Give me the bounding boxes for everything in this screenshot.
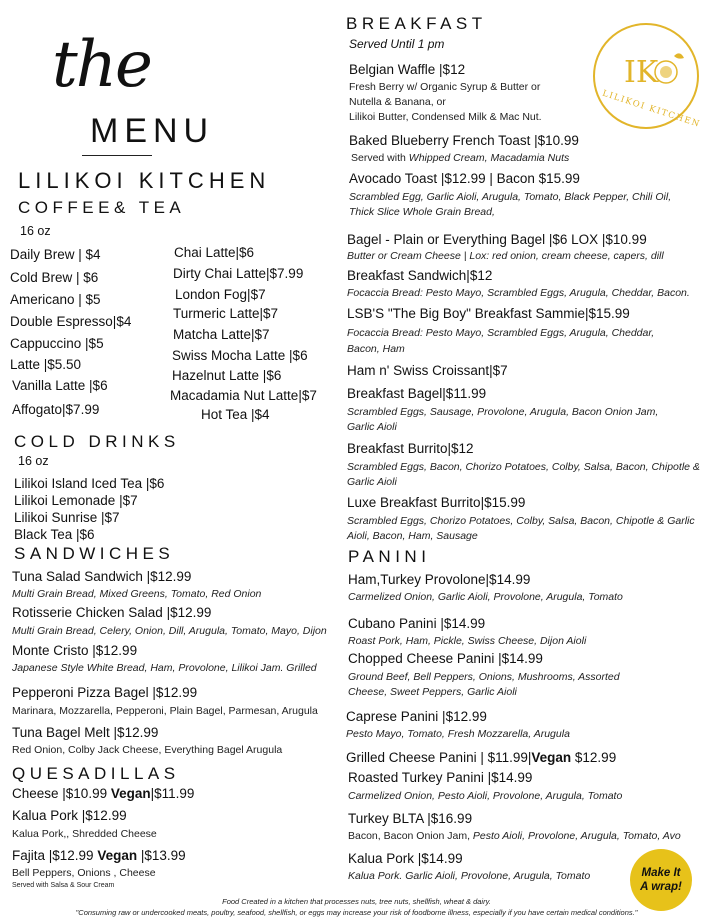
sandwiches-heading: SANDWICHES — [14, 544, 175, 563]
sandwich-desc: Multi Grain Bread, Mixed Greens, Tomato, Red Onion — [12, 588, 262, 600]
panini-grilled-cheese — [346, 750, 616, 765]
coffee-item: Daily Brew | $4 — [10, 247, 101, 262]
wrap-badge-line2: A wrap! — [640, 881, 682, 893]
tea-item: Matcha Latte|$7 — [173, 327, 270, 342]
grilled-cheese-price: Grilled Cheese Panini | $11.99| — [346, 750, 532, 765]
cold-drink-item: Lilikoi Island Iced Tea |$6 — [14, 476, 165, 491]
tea-item: Hot Tea |$4 — [201, 407, 270, 422]
blta-desc-a: Bacon, Bacon Onion Jam, — [348, 830, 473, 842]
breakfast-item-desc: Lilikoi Butter, Condensed Milk & Mac Nut. — [349, 111, 542, 123]
sandwich-name: Tuna Bagel Melt |$12.99 — [12, 725, 159, 740]
tea-item: Turmeric Latte|$7 — [173, 306, 279, 321]
cold-drinks-heading: COLD DRINKS — [14, 432, 180, 451]
quesadillas-heading: QUESADILLAS — [12, 764, 180, 783]
coffee-item: Cold Brew | $6 — [10, 270, 99, 285]
coffee-item: Cappuccino |$5 — [10, 336, 104, 351]
quesadilla-note: Served with Salsa & Sour Cream — [12, 882, 115, 889]
panini-desc — [348, 830, 681, 842]
tea-item: Macadamia Nut Latte|$7 — [170, 388, 317, 403]
panini-desc: Pesto Mayo, Tomato, Fresh Mozzarella, Arugula — [346, 728, 570, 740]
sandwich-desc: Japanese Style White Bread, Ham, Provolone, Lilikoi Jam. Grilled — [12, 662, 317, 674]
panini-name: Kalua Pork |$14.99 — [348, 851, 463, 866]
cold-drink-item: Lilikoi Lemonade |$7 — [14, 493, 138, 508]
quesadilla-name: Kalua Pork |$12.99 — [12, 808, 127, 823]
breakfast-item-name: Baked Blueberry French Toast |$10.99 — [349, 133, 579, 148]
logo-arc-text: LILIKOI KITCHEN — [600, 88, 702, 130]
breakfast-item-name: Ham n' Swiss Croissant|$7 — [347, 363, 508, 378]
wrap-badge-line1: Make It — [641, 867, 681, 879]
breakfast-item-desc: Scrambled Eggs, Sausage, Provolone, Arugula, Bacon Onion Jam, Garlic Aioli — [347, 406, 659, 433]
brand-name: LILIKOI KITCHEN — [18, 168, 271, 193]
panini-name: Ham,Turkey Provolone|$14.99 — [348, 572, 531, 587]
footer-consumer-advisory: "Consuming raw or undercooked meats, poultry, seafood, shellfish, or eggs may increase your risk of foodborne illness, especially if you have certain medical conditions." — [75, 908, 638, 917]
vegan-label: Vegan — [97, 848, 138, 863]
quesadilla-desc: Bell Peppers, Onions , Cheese — [12, 867, 156, 879]
breakfast-item-desc: Scrambled Eggs, Bacon, Chorizo Potatoes, Colby, Salsa, Bacon, Chipotle & Garlic Aioli — [347, 461, 700, 488]
breakfast-item-name: Breakfast Bagel|$11.99 — [347, 386, 487, 401]
script-title: the — [52, 28, 151, 102]
sandwich-name: Tuna Salad Sandwich |$12.99 — [12, 569, 192, 584]
grilled-cheese-vegan-price: $12.99 — [571, 750, 617, 765]
sandwich-name: Rotisserie Chicken Salad |$12.99 — [12, 605, 212, 620]
cold-drink-item: Lilikoi Sunrise |$7 — [14, 510, 120, 525]
tea-item: London Fog|$7 — [175, 287, 266, 302]
coffee-item: Affogato|$7.99 — [12, 402, 100, 417]
breakfast-item-desc — [351, 152, 569, 164]
sandwich-desc: Marinara, Mozzarella, Pepperoni, Plain Bagel, Parmesan, Arugula — [12, 705, 318, 717]
coffee-item: Latte |$5.50 — [10, 357, 82, 372]
quesadilla-fajita-price: Fajita |$12.99 — [12, 848, 98, 863]
panini-desc: Ground Beef, Bell Peppers, Onions, Mushrooms, Assorted Cheese, Sweet Peppers, Garlic Aioli — [348, 671, 620, 698]
breakfast-heading: BREAKFAST — [346, 14, 487, 33]
sandwich-name: Monte Cristo |$12.99 — [12, 643, 138, 658]
breakfast-item-name: Breakfast Sandwich|$12 — [347, 268, 493, 283]
breakfast-item-desc: Butter or Cream Cheese | Lox: red onion, cream cheese, capers, dill — [347, 250, 664, 262]
french-toast-desc-a: Served with — [351, 152, 409, 164]
panini-name: Roasted Turkey Panini |$14.99 — [348, 770, 533, 785]
quesadilla-cheese — [12, 786, 194, 801]
panini-heading: PANINI — [348, 547, 431, 566]
vegan-label: Vegan — [110, 786, 151, 801]
footer-allergen-note: Food Created in a kitchen that processes nuts, tree nuts, shellfish, wheat & dairy. — [222, 897, 491, 906]
panini-name: Cubano Panini |$14.99 — [348, 616, 486, 631]
tea-item: Chai Latte|$6 — [174, 245, 255, 260]
quesadilla-cheese-price: Cheese |$10.99 — [12, 786, 111, 801]
breakfast-item-name: Belgian Waffle |$12 — [349, 62, 466, 77]
quesadilla-fajita-vegan-price: |$13.99 — [137, 848, 186, 863]
menu-title: MENU — [90, 112, 215, 150]
tea-item: Swiss Mocha Latte |$6 — [172, 348, 308, 363]
panini-name: Turkey BLTA |$16.99 — [348, 811, 473, 826]
tea-item: Hazelnut Latte |$6 — [172, 368, 282, 383]
coffee-heading: COFFEE& TEA — [18, 198, 186, 217]
sandwich-desc: Multi Grain Bread, Celery, Onion, Dill, Arugula, Tomato, Mayo, Dijon — [12, 625, 327, 637]
tea-item: Dirty Chai Latte|$7.99 — [173, 266, 304, 281]
blta-desc-b: Pesto Aioli, Provolone, Arugula, Tomato, Avo — [472, 830, 681, 842]
breakfast-item-desc: Focaccia Bread: Pesto Mayo, Scrambled Eggs, Arugula, Cheddar, Bacon, Ham — [347, 327, 655, 355]
sandwich-desc: Red Onion, Colby Jack Cheese, Everything Bagel Arugula — [12, 744, 283, 756]
quesadilla-cheese-vegan-price: |$11.99 — [150, 786, 195, 801]
breakfast-item-desc: Fresh Berry w/ Organic Syrup & Butter or — [349, 81, 541, 93]
vegan-label: Vegan — [531, 750, 572, 765]
quesadilla-fajita — [12, 848, 186, 863]
panini-desc: Roast Pork, Ham, Pickle, Swiss Cheese, Dijon Aioli — [348, 635, 587, 647]
cold-drinks-size: 16 oz — [18, 454, 49, 468]
coffee-item: Vanilla Latte |$6 — [12, 378, 108, 393]
title-underline — [82, 155, 152, 156]
breakfast-item-desc: Nutella & Banana, or — [349, 96, 446, 108]
coffee-item: Double Espresso|$4 — [10, 314, 132, 329]
panini-name: Chopped Cheese Panini |$14.99 — [348, 651, 543, 666]
coffee-size: 16 oz — [20, 224, 51, 238]
quesadilla-desc: Kalua Pork,, Shredded Cheese — [12, 828, 157, 840]
breakfast-item-desc: Focaccia Bread: Pesto Mayo, Scrambled Eggs, Arugula, Cheddar, Bacon. — [347, 287, 690, 299]
french-toast-desc-b: Whipped Cream, Macadamia Nuts — [408, 152, 570, 164]
cold-drink-item: Black Tea |$6 — [14, 527, 95, 542]
panini-name: Caprese Panini |$12.99 — [346, 709, 487, 724]
breakfast-item-name: Breakfast Burrito|$12 — [347, 441, 474, 456]
breakfast-item-name: Bagel - Plain or Everything Bagel |$6 LOX |$10.99 — [347, 232, 647, 247]
breakfast-subtitle: Served Until 1 pm — [349, 37, 445, 51]
panini-desc: Kalua Pork. Garlic Aioli, Provolone, Arugula, Tomato — [348, 870, 591, 882]
sandwich-name: Pepperoni Pizza Bagel |$12.99 — [12, 685, 198, 700]
panini-desc: Carmelized Onion, Garlic Aioli, Provolone, Arugula, Tomato — [348, 591, 623, 603]
coffee-item: Americano | $5 — [10, 292, 101, 307]
logo-initials: IK — [624, 55, 659, 90]
panini-desc: Carmelized Onion, Pesto Aioli, Provolone, Arugula, Tomato — [348, 790, 623, 802]
breakfast-item-name: Luxe Breakfast Burrito|$15.99 — [347, 495, 526, 510]
breakfast-item-name: LSB'S "The Big Boy" Breakfast Sammie|$15.99 — [347, 306, 630, 321]
breakfast-item-desc: Scrambled Eggs, Chorizo Potatoes, Colby, Salsa, Bacon, Chipotle & Garlic Aioli, Bacon, Ham, Sausage — [347, 515, 695, 542]
brand-logo — [590, 20, 702, 132]
breakfast-item-desc: Scrambled Egg, Garlic Aioli, Arugula, Tomato, Black Pepper, Chili Oil, Thick Slice Whole Grain Bread, — [349, 191, 672, 218]
breakfast-item-name: Avocado Toast |$12.99 | Bacon $15.99 — [349, 171, 580, 186]
